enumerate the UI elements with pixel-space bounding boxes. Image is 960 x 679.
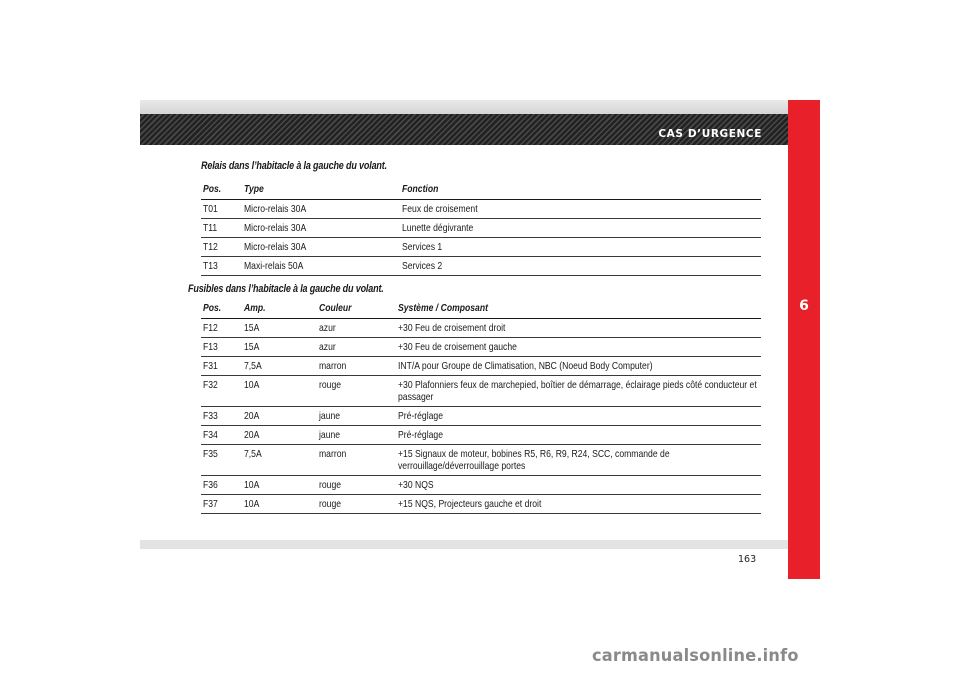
fusible-couleur: jaune <box>319 429 341 441</box>
relais-fonction: Services 2 <box>402 260 443 272</box>
header-band <box>140 100 788 145</box>
table-row <box>201 407 761 426</box>
fusible-pos: F34 <box>203 429 218 441</box>
fusible-pos: F13 <box>203 341 218 353</box>
fusible-couleur: azur <box>319 341 336 353</box>
fusible-pos: F37 <box>203 498 218 510</box>
table-row <box>201 219 761 238</box>
table-row <box>201 445 761 476</box>
relais-fonction: Feux de croisement <box>402 203 478 215</box>
fusible-pos: F33 <box>203 410 218 422</box>
fusible-systeme: +30 NQS <box>398 479 434 491</box>
table-row <box>201 426 761 445</box>
fusible-couleur: rouge <box>319 498 342 510</box>
fusible-couleur: marron <box>319 448 347 460</box>
relais-table <box>201 180 761 276</box>
chapter-title: CAS D’URGENCE <box>658 128 762 140</box>
relais-header-row <box>201 180 761 200</box>
chapter-number: 6 <box>799 298 809 314</box>
watermark: carmanualsonline.info <box>592 646 799 666</box>
table-row <box>201 257 761 276</box>
fusible-amp: 15A <box>244 341 260 353</box>
relais-col-pos: Pos. <box>203 183 222 195</box>
relais-type: Micro-relais 30A <box>244 241 307 253</box>
relais-col-fonction: Fonction <box>402 183 439 195</box>
fusible-amp: 10A <box>244 479 260 491</box>
relais-fonction: Services 1 <box>402 241 443 253</box>
table-row <box>201 357 761 376</box>
fusible-systeme: +15 NQS, Projecteurs gauche et droit <box>398 498 542 510</box>
relais-fonction: Lunette dégivrante <box>402 222 474 234</box>
relais-type: Maxi-relais 50A <box>244 260 304 272</box>
fusibles-col-pos: Pos. <box>203 302 222 314</box>
fusible-systeme: INT/A pour Groupe de Climatisation, NBC (Noeud Body Computer) <box>398 360 653 372</box>
fusible-pos: F36 <box>203 479 218 491</box>
relais-type: Micro-relais 30A <box>244 203 307 215</box>
table-row <box>201 319 761 338</box>
fusible-couleur: marron <box>319 360 347 372</box>
table-row <box>201 200 761 219</box>
relais-type: Micro-relais 30A <box>244 222 307 234</box>
fusible-couleur: jaune <box>319 410 341 422</box>
fusibles-header-row <box>201 299 761 319</box>
fusible-pos: F32 <box>203 379 218 391</box>
table-row <box>201 376 761 407</box>
fusible-amp: 7,5A <box>244 360 262 372</box>
chapter-tab <box>788 100 820 579</box>
fusibles-table <box>201 299 761 514</box>
fusibles-col-systeme: Système / Composant <box>398 302 488 314</box>
fusible-systeme: Pré-réglage <box>398 410 443 422</box>
relais-col-type: Type <box>244 183 264 195</box>
fusibles-title: Fusibles dans l’habitacle à la gauche du volant. <box>188 283 384 295</box>
fusible-pos: F12 <box>203 322 218 334</box>
fusible-pos: F35 <box>203 448 218 460</box>
fusibles-col-couleur: Couleur <box>319 302 352 314</box>
fusible-amp: 7,5A <box>244 448 262 460</box>
fusible-amp: 20A <box>244 410 260 422</box>
table-row <box>201 338 761 357</box>
header-light-strip <box>140 100 788 114</box>
footer-band <box>140 540 788 549</box>
fusible-systeme: Pré-réglage <box>398 429 443 441</box>
fusible-amp: 20A <box>244 429 260 441</box>
fusible-amp: 10A <box>244 498 260 510</box>
fusible-couleur: rouge <box>319 479 342 491</box>
fusible-systeme: +30 Feu de croisement droit <box>398 322 506 334</box>
fusible-pos: F31 <box>203 360 218 372</box>
relais-pos: T13 <box>203 260 218 272</box>
table-row <box>201 238 761 257</box>
fusible-systeme: +15 Signaux de moteur, bobines R5, R6, R9, R24, SCC, commande de verrouillage/déverrouillage portes <box>398 448 670 472</box>
relais-pos: T11 <box>203 222 218 234</box>
fusible-couleur: rouge <box>319 379 342 391</box>
relais-pos: T01 <box>203 203 218 215</box>
fusible-systeme: +30 Feu de croisement gauche <box>398 341 517 353</box>
relais-title: Relais dans l’habitacle à la gauche du volant. <box>201 160 387 172</box>
fusible-amp: 10A <box>244 379 260 391</box>
fusible-amp: 15A <box>244 322 260 334</box>
table-row <box>201 495 761 514</box>
relais-pos: T12 <box>203 241 218 253</box>
fusible-couleur: azur <box>319 322 336 334</box>
fusible-systeme: +30 Plafonniers feux de marchepied, boîtier de démarrage, éclairage pieds côté conducteur et passager <box>398 379 757 403</box>
table-row <box>201 476 761 495</box>
fusibles-col-amp: Amp. <box>244 302 266 314</box>
page-number: 163 <box>738 554 757 565</box>
